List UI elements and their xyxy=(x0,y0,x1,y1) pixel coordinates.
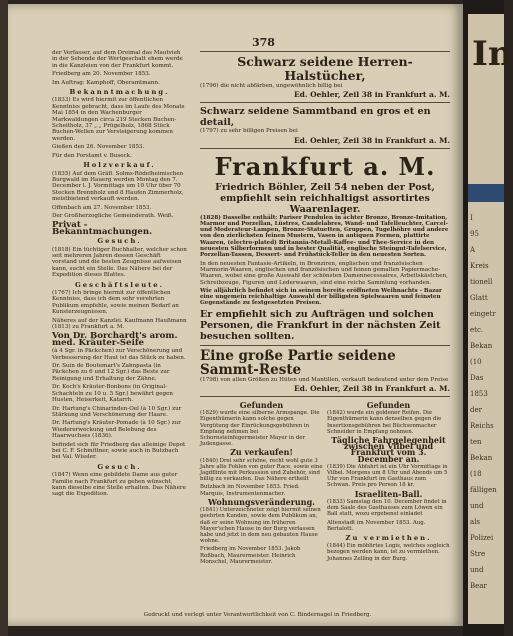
next-page-text: 95 xyxy=(470,230,479,238)
sammt-reste-title: Eine große Partie seidene Sammt-Reste xyxy=(200,347,396,378)
text-paragraph: (1844) Ein möblirtes Logis, welches sogleich bezogen werden kann, ist zu vermiethen. Johannes Zelling in der Burg. xyxy=(327,543,450,562)
text-paragraph: Friedberg am 20. November 1853. xyxy=(52,71,151,78)
text-paragraph: Dr. Hartung's Chinarinden-Oel (à 10 Sgr.) zur Stärkung und Verschönerung der Haare. xyxy=(52,405,182,418)
next-page-text: tionell xyxy=(470,278,493,286)
next-page-text: eingetr xyxy=(470,310,496,318)
next-page-text: (18 xyxy=(470,470,482,478)
next-page-text: und xyxy=(470,502,484,510)
next-page-text: ten xyxy=(470,438,482,446)
ad-halstuecher-title: Schwarz seidene Herren-Halstücher, xyxy=(237,54,413,83)
section-heading: Gefunden xyxy=(239,400,284,411)
section-heading: Holzverkauf. xyxy=(83,161,156,170)
text-paragraph: Näheres auf der Kanzlei. Kaufmann Haußmann (1813) zu Frankfurt a. M. xyxy=(52,317,187,331)
text-paragraph: Friedberg im November 1853. Jakob Roßbach, Maurermeister. Heinrich Monschel, Maurermeister. xyxy=(200,546,301,565)
next-page-text: etc. xyxy=(470,326,484,334)
next-page-text: Polizei xyxy=(470,534,494,542)
boehler-head: Friedrich Böhler, Zeil 54 neben der Post, empfiehlt sein reichhaltigst assortirtes Waarenlager. xyxy=(215,181,435,215)
next-page-text: Bear xyxy=(470,582,487,590)
text-paragraph: Dr. Hartung's Kräuter-Pomade (à 10 Sgr.) zur Wiedererweckung und Belebung des Haarwuchses (1836). xyxy=(52,420,181,440)
text-paragraph: Im Auftrag: Kamphoff, Oberamtmann. xyxy=(52,79,160,86)
section-heading: Israeliten-Ball. xyxy=(354,488,423,499)
text-paragraph: (1841) Unterzeichneter zeigt hiermit seinen geehrten Kunden, sowie dem Publikum an, daß er seine Wohnung im früheren Mayer'schen Hause in der Burg verlassen habe und jetzt in dem neu gebauten Hause wohne. xyxy=(200,507,321,545)
section-heading: Gefunden xyxy=(366,400,411,411)
sammt-reste-firm: Ed. Oehler, Zeil 38 in Frankfurt a. M. xyxy=(293,384,450,394)
next-page-text: der xyxy=(470,406,482,414)
text-paragraph: (1835) Auf dem Gräfl. Solms-Rödelheimischen Burgwald im Hauerg werden Montag den 7. December l. J. Vormittags um 10 Uhr über 70 Stecken Brennholz und 8 Haufen Zimmerholz, meistbietend verkauft werden. xyxy=(52,170,184,203)
small-ads-right xyxy=(327,400,450,567)
text-paragraph: (à 4 Sgr. in Päckchen) zur Verschönerung und Verbesserung der Haut ist das Stück zu haben. xyxy=(52,348,186,361)
text-paragraph: Gießen den 26. November 1853. xyxy=(52,144,145,151)
section-heading: Geschäftsleute. xyxy=(74,280,164,289)
text-paragraph: Butzbach im November 1853. Fried. Marquis, Instrumentenmacher. xyxy=(200,484,300,497)
text-paragraph: (1840) Drei sehr schöne, recht wohl gute 3 Jahre alte Fohlen von guter Race, sowie eine Jagdflinte mit Perkussion und Zubehör, sind billig zu verkaufen. Das Nähere ertheilt xyxy=(200,457,323,483)
text-paragraph: (1833) Es wird hiermit zur öffentlichen Kenntniss gebracht, dass im Laufe des Monats Mai 1854 in den Wachenburger Markwaldungen circa 219 Stecken Buchen-Scheitholz, 37 „ „ Prügelholz, 1868 Stück Buchen-Wellen zur Versteigerung kommen werden. xyxy=(52,97,185,142)
next-page-text: als xyxy=(470,518,481,526)
divider xyxy=(200,345,450,346)
section-heading: Gesuch. xyxy=(97,237,142,246)
small-ads xyxy=(200,400,450,567)
ad-halstuecher-firm: Ed. Oehler, Zeil 38 in Frankfurt a. M. xyxy=(293,90,450,100)
next-page-text: Bekan xyxy=(470,342,493,350)
text-paragraph: (1833) Samstag den 10. December findet in dem Saale des Gasthauses zum Löwen ein Ball statt, wozu ergebenst einladet xyxy=(327,498,447,518)
section-heading: Wohnungsveränderung. xyxy=(208,496,315,507)
text-paragraph: Dr. Suin de Boutemart's Zahnpasta (in Päckchen zu 6 und 12 Sgr.) das Beste zur Reinigung und Erhaltung der Zähne. xyxy=(52,363,170,382)
next-page-text: Reichs xyxy=(470,422,494,430)
next-page-text: 1853 xyxy=(470,390,488,398)
section-heading: Von Dr. Borchardt's arom. med. Kräuter-Seife xyxy=(52,331,178,348)
text-paragraph: (1847) Wenn eine gebildete Dame aus guter Familie nach Frankfurt zu gehen wünscht, kann dieselbe eine Stelle erhalten. Das Nähere sagt die Expedition. xyxy=(52,472,186,498)
divider xyxy=(200,396,450,397)
left-column xyxy=(52,50,187,610)
small-ads-left xyxy=(200,400,323,567)
next-page-text: und xyxy=(470,566,484,574)
next-page-text: A xyxy=(470,246,476,254)
text-paragraph: Für den Forstamt v. Buseck. xyxy=(52,152,132,159)
boehler-body: (1828) Dasselbe enthält: Pariser Pendulen in ächter Bronze, Bronze-Imitation, Marmor und Porzellan, Lüstres, Candelabres, Wand- und Tafelleuchter, Carcel- und Moderateur-Lampen, Bronze-Statuetten, Gruppen, Tugelhöhre und andere von den zierlichsten feinen Mustern, Vasen in antiquen Formen, plattirte Waaren, (electro-plated) Britannia-Metall-Kaffee- und Thee-Service in den neuesten Silberformen und in bester Qualität, englische Steingut-Tafelservice, Porzellan-Tassen, Dessert- und Frühstück-Teller in den neuesten Sorten. xyxy=(200,214,449,259)
next-page-text: I xyxy=(470,214,473,222)
city-heading: Frankfurt a. M. xyxy=(214,151,436,181)
page-number: 378 xyxy=(252,36,275,49)
next-page-text: (10 xyxy=(470,358,482,366)
left-book-edge xyxy=(0,0,8,636)
text-paragraph: (1767) Ich bringe hiermit zur öffentlichen Kenntniss, dass ich dem sehr verehrten Publikum empfehle, sowie meinen Bedarf an Kunsterzeugnissen. xyxy=(52,290,179,316)
ad-sammtband-title: Schwarz seidene Sammtband en gros et en detail, xyxy=(200,106,431,129)
divider xyxy=(200,148,450,149)
next-page-text: fälligen xyxy=(470,486,497,494)
boehler-body-2: In den neuesten Fantasie-Artikeln, in Bronziren, englischen und französischen Marmorin-Waaren, englischen und französischen und feinen gemalten Papiermache-Waaren, wobei eine große Auswahl der schönsten Damennecessaires, Arbeitskästchen, Schreibzeuge, Figuren und Lederwaaren, sind eine reiche Sammlung vorhanden. xyxy=(200,260,448,286)
next-page-text: Kreis xyxy=(470,262,489,270)
section-heading: Zu vermiethen. xyxy=(345,533,432,542)
imprint-footer: Gedruckt und verlegt unter Verantwortlichkeit von C. Bindernagel in Friedberg. xyxy=(143,612,372,618)
text-paragraph: (1842) wurde ein goldener Reifen. Die Eigenthümerin kann denselben gegen die Insertionsgebühren bei Büchsenmacher Schneider in Empfang nehmen. xyxy=(327,410,442,435)
section-heading: Zu verkaufen! xyxy=(230,447,293,458)
ad-sammtband-line: (1797) zu sehr billigen Preisen bei xyxy=(200,128,298,135)
text-paragraph: (1839) Die Abfahrt ist ein Uhr Vormittags in Vilbel. Morgens um 8 Uhr und Abends um 5 Uhr von Frankfurt im Gasthaus zum Schwan. Preis pro Person 18 kr. xyxy=(327,463,448,489)
section-heading: Tägliche Fahrgelegenheit zwischen Vilbel und Frankfurt vom 3. December an. xyxy=(331,435,446,464)
text-paragraph: Der Großherzogliche Gemeinderath. Weiß. xyxy=(52,212,174,219)
next-page-text: Glatt xyxy=(470,294,488,302)
text-paragraph: befindet sich für Friedberg das alleinige Depot bei C. F. Schmittner, sowie auch in Butzbach bei Val. Wissler. xyxy=(52,441,186,461)
section-heading: Privat - Bekanntmachungen. xyxy=(52,220,153,237)
text-paragraph: der Verfasser, auf dem Dreimal das Mautvieh in der Sehende der Wertgeschatt ehem werde in die Kanzleien von der Frankfurt kommt. xyxy=(52,50,183,69)
right-column xyxy=(200,32,450,618)
next-page-text: Stre xyxy=(470,550,486,558)
next-page-text: Das xyxy=(470,374,484,382)
text-paragraph: Altenstadt im November 1853. Aug. Bertalott. xyxy=(327,519,426,532)
sammt-reste-line: (1798) von allen Größen zu Hüten und Mantillen, verkauft bedeutend unter dem Preise xyxy=(200,376,449,383)
ad-halstuecher-line: (1796) die nicht abfärben, ungewöhnlich billig bei xyxy=(200,83,343,89)
boehler-close: Er empfiehlt sich zu Aufträgen und solchen Personen, die Frankfurt in der nächsten Zeit besuchen sollten. xyxy=(200,308,441,342)
next-page-initials: In xyxy=(472,34,513,74)
divider xyxy=(200,51,450,52)
ad-sammtband-firm: Ed. Oehler, Zeil 38 in Frankfurt a. M. xyxy=(293,135,450,145)
boehler-bazar: Wie alljährlich befindet sich in seinem bereits eröffneten Weihnachts - Bazar eine ungemein reichhaltige Auswahl der billigsten Spielwaaren und feinsten Gegenstände zu festgesetzten Preisen. xyxy=(200,287,442,307)
text-paragraph: Dr. Koch's Kräuter-Bonbons (in Original-Schachteln zu 10 u. 5 Sgr.) bewährt gegen Husten, Heiserkeit, Katarrh. xyxy=(52,384,173,404)
next-page-band xyxy=(468,184,504,202)
next-page-edge xyxy=(468,14,513,624)
text-paragraph: Offenbach am 27. November 1853. xyxy=(52,204,152,211)
text-paragraph: (1829) wurde eine silberne Armspange. Die Eigenthümerin kann solche gegen Vergütung der Einrückungsgebühren in Empfang nehmen bei Schornsteinfegermeister Mayer in der Judengasse. xyxy=(200,410,320,448)
divider xyxy=(200,102,450,103)
text-paragraph: (1818) Ein tüchtiger Buchhalter, welcher schon seit mehreren Jahren dessen Geschäft vorstand und die besten Zeugnisse aufweisen kann, sucht ein Stelle. Das Nähere bei der Expedition dieses Blattes. xyxy=(52,246,187,279)
section-heading: Bekanntmachung. xyxy=(69,88,170,97)
next-page-text: Bekan xyxy=(470,454,493,462)
section-heading: Gesuch. xyxy=(97,462,142,471)
